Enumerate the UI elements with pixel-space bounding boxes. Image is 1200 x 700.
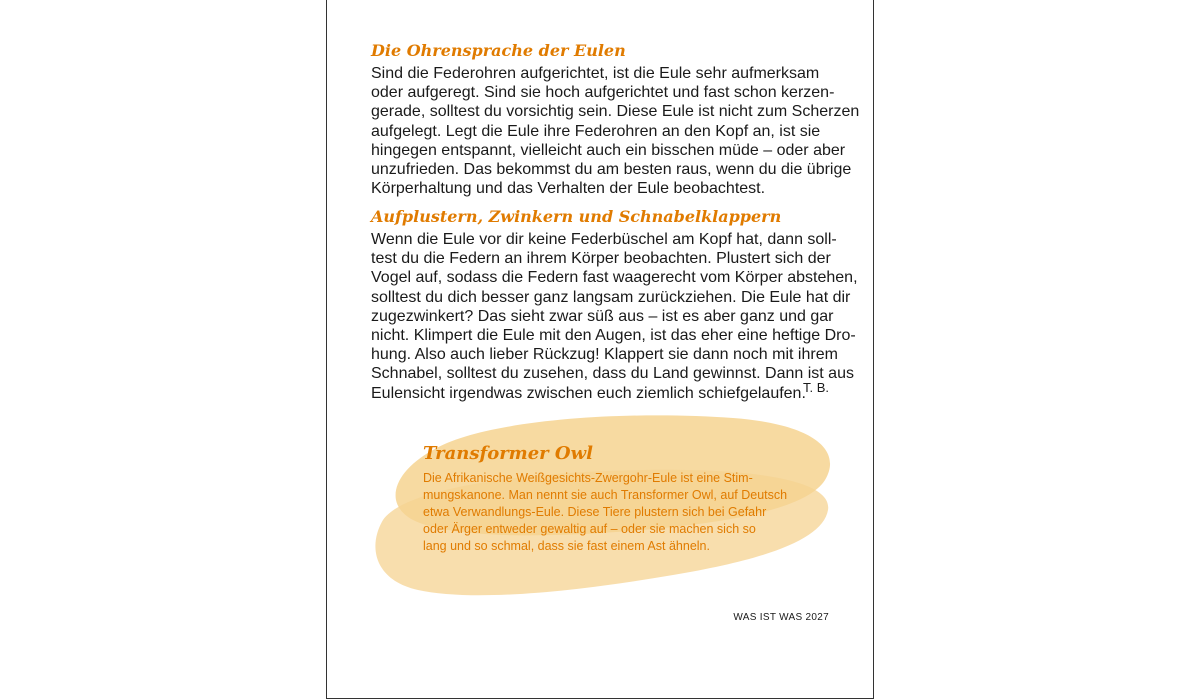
section-heading-puffing-winking: Aufplustern, Zwinkern und Schnabelklappern xyxy=(371,207,782,226)
text-line: mungskanone. Man nennt sie auch Transformer Owl, auf Deutsch xyxy=(423,488,788,502)
text-line: nicht. Klimpert die Eule mit den Augen, ist das eher eine heftige Dro- xyxy=(371,326,856,344)
text-line: aufgelegt. Legt die Eule ihre Federohren an den Kopf an, ist sie xyxy=(371,122,821,140)
text-line: Vogel auf, sodass die Federn fast waagerecht vom Körper abstehen, xyxy=(371,269,858,287)
text-line: oder aufgeregt. Sind sie hoch aufgerichtet und fast schon kerzen- xyxy=(371,84,835,102)
text-line: etwa Verwandlungs-Eule. Diese Tiere plustern sich bei Gefahr xyxy=(423,505,767,519)
infobox-text xyxy=(423,470,823,555)
text-line: Sind die Federohren aufgerichtet, ist die Eule sehr aufmerksam xyxy=(371,65,820,82)
text-line: Wenn die Eule vor dir keine Federbüschel am Kopf hat, dann soll- xyxy=(371,231,837,248)
text-line: test du die Federn an ihrem Körper beobachten. Plustert sich der xyxy=(371,250,831,268)
text-line: oder Ärger entweder gewaltig auf – oder sie machen sich so xyxy=(423,522,756,536)
text-line: unzufrieden. Das bekommst du am besten raus, wenn du die übrige xyxy=(371,160,852,178)
section-body-puffing-winking xyxy=(371,230,858,403)
text-line: gerade, solltest du vorsichtig sein. Diese Eule ist nicht zum Scherzen xyxy=(371,103,860,121)
text-line: solltest du dich besser ganz langsam zurückziehen. Die Eule hat dir xyxy=(371,288,851,306)
text-line: Die Afrikanische Weißgesichts-Zwergohr-Eule ist eine Stim- xyxy=(423,471,753,485)
page-footer: WAS IST WAS 2027 xyxy=(733,612,829,623)
text-line: Eulensicht irgendwas zwischen euch ziemlich schiefgelaufen. xyxy=(371,384,806,402)
infobox-title: Transformer Owl xyxy=(423,443,593,464)
section-heading-ear-language: Die Ohrensprache der Eulen xyxy=(371,41,626,60)
text-line: hingegen entspannt, vielleicht auch ein bisschen müde – oder aber xyxy=(371,141,846,159)
text-line: Körperhaltung und das Verhalten der Eule beobachtest. xyxy=(371,180,766,198)
text-line: lang und so schmal, dass sie fast einem Ast ähneln. xyxy=(423,539,710,553)
section-body-ear-language xyxy=(371,64,860,198)
text-line: zugezwinkert? Das sieht zwar süß aus – ist es aber ganz und gar xyxy=(371,307,834,325)
text-line: hung. Also auch lieber Rückzug! Klappert sie dann noch mit ihrem xyxy=(371,346,838,364)
text-line: Schnabel, solltest du zusehen, dass du Land gewinnst. Dann ist aus xyxy=(371,365,854,383)
document-page xyxy=(326,0,874,699)
author-initials: T. B. xyxy=(802,380,829,395)
